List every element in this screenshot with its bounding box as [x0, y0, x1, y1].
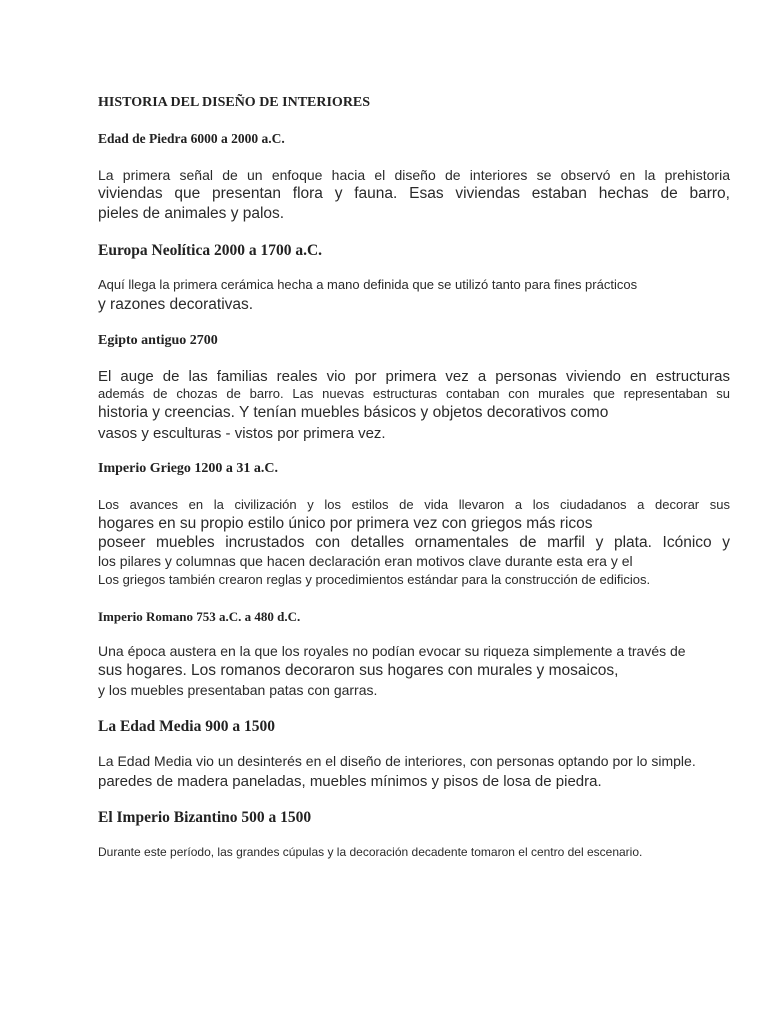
paragraph-line: Una época austera en la que los royales no podían evocar su riqueza simplemente a través de: [98, 643, 686, 659]
paragraph-line: y los muebles presentaban patas con garras.: [98, 682, 378, 698]
paragraph-line: pieles de animales y palos.: [98, 205, 285, 222]
section-heading: Europa Neolítica 2000 a 1700 a.C.: [98, 242, 323, 259]
paragraph-line: La Edad Media vio un desinterés en el diseño de interiores, con personas optando por lo simple.: [98, 753, 696, 769]
paragraph-line: y razones decorativas.: [98, 296, 254, 313]
paragraph-line: vasos y esculturas - vistos por primera vez.: [98, 425, 386, 442]
section-heading: El Imperio Bizantino 500 a 1500: [98, 809, 312, 826]
paragraph-line: Aquí llega la primera cerámica hecha a mano definida que se utilizó tanto para fines prácticos: [98, 277, 638, 292]
section-heading: Imperio Romano 753 a.C. a 480 d.C.: [98, 609, 301, 624]
paragraph-line: historia y creencias. Y tenían muebles básicos y objetos decorativos como: [98, 404, 609, 421]
section-heading: Egipto antiguo 2700: [98, 333, 218, 348]
paragraph-line: hogares en su propio estilo único por primera vez con griegos más ricos: [98, 515, 593, 532]
paragraph-line: poseer muebles incrustados con detalles ornamentales de marfil y plata. Icónico y: [98, 534, 730, 551]
paragraph-line: La primera señal de un enfoque hacia el diseño de interiores se observó en la prehistoria: [98, 167, 730, 183]
document-title: HISTORIA DEL DISEÑO DE INTERIORES: [98, 95, 371, 110]
section-heading: Imperio Griego 1200 a 31 a.C.: [98, 461, 279, 476]
paragraph-line: Los griegos también crearon reglas y procedimientos estándar para la construcción de edificios.: [98, 572, 651, 587]
paragraph-line: Durante este período, las grandes cúpulas y la decoración decadente tomaron el centro del escenario.: [98, 845, 643, 859]
paragraph-line: los pilares y columnas que hacen declaración eran motivos clave durante esta era y el: [98, 553, 633, 569]
paragraph-line: además de chozas de barro. Las nuevas estructuras contaban con murales que representaban su: [98, 386, 730, 401]
paragraph-line: El auge de las familias reales vio por primera vez a personas viviendo en estructuras: [98, 368, 730, 385]
paragraph-line: sus hogares. Los romanos decoraron sus hogares con murales y mosaicos,: [98, 662, 619, 679]
paragraph-line: viviendas que presentan flora y fauna. Esas viviendas estaban hechas de barro,: [98, 185, 730, 202]
section-heading: Edad de Piedra 6000 a 2000 a.C.: [98, 131, 285, 146]
section-heading: La Edad Media 900 a 1500: [98, 718, 275, 735]
paragraph-line: paredes de madera paneladas, muebles mínimos y pisos de losa de piedra.: [98, 773, 602, 790]
paragraph-line: Los avances en la civilización y los estilos de vida llevaron a los ciudadanos a decorar sus: [98, 497, 730, 512]
